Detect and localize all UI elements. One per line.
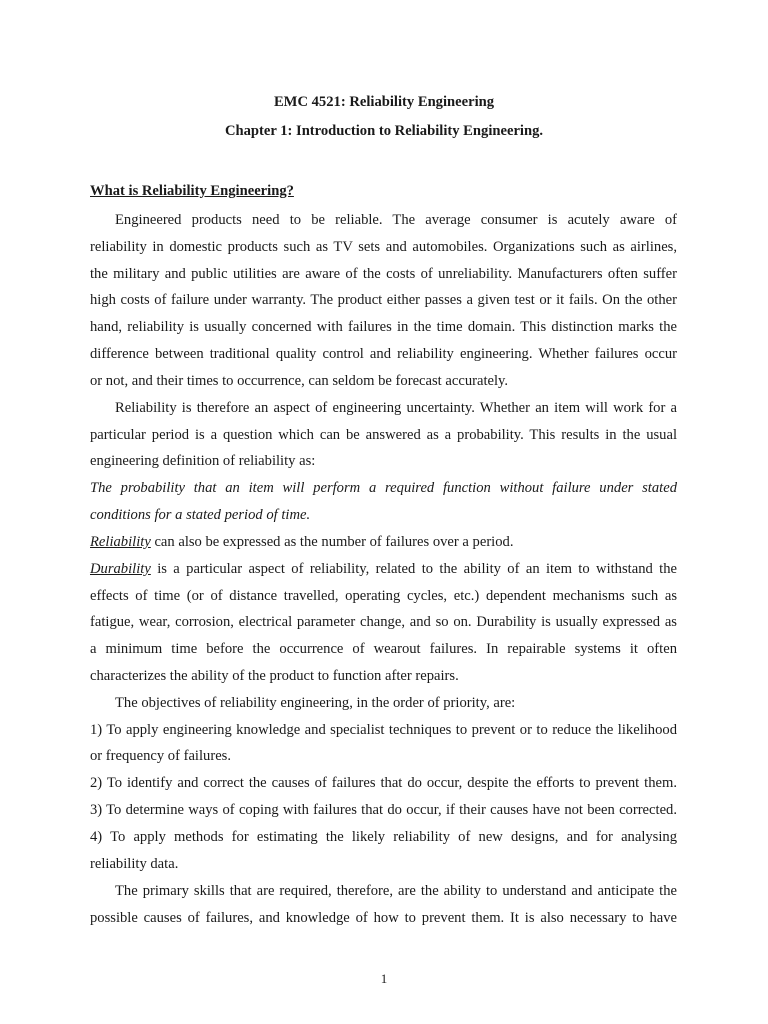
- paragraph-line: [90, 533, 513, 551]
- list-item: 1) To apply engineering knowledge and specialist techniques to prevent or to reduce the likelihood: [90, 722, 677, 738]
- paragraph-line: The primary skills that are required, therefore, are the ability to understand and anticipate the: [115, 883, 677, 899]
- paragraph-line: Reliability is therefore an aspect of engineering uncertainty. Whether an item will work for a: [115, 400, 677, 416]
- paragraph-line: high costs of failure under warranty. The product either passes a given test or it fails. On the other: [90, 292, 677, 308]
- term-durability: Durability: [90, 561, 151, 577]
- list-item: reliability data.: [90, 856, 179, 872]
- term-reliability: Reliability: [90, 534, 151, 550]
- page-number: 1: [380, 971, 388, 986]
- list-item: 3) To determine ways of coping with failures that do occur, if their causes have not been corrected.: [90, 802, 677, 818]
- chapter-title: Chapter 1: Introduction to Reliability Engineering.: [224, 123, 544, 139]
- paragraph-line: characterizes the ability of the product to function after repairs.: [90, 668, 459, 684]
- list-item: 2) To identify and correct the causes of failures that do occur, despite the efforts to prevent them.: [90, 775, 677, 791]
- paragraph-line: possible causes of failures, and knowledge of how to prevent them. It is also necessary to have: [90, 910, 677, 926]
- paragraph-line: The objectives of reliability engineering, in the order of priority, are:: [115, 695, 516, 711]
- definition-line: The probability that an item will perform a required function without failure under stated: [90, 480, 677, 496]
- paragraph-line: [90, 560, 677, 578]
- paragraph-line: Engineered products need to be reliable. The average consumer is acutely aware of: [115, 212, 677, 228]
- section-heading: What is Reliability Engineering?: [90, 183, 294, 199]
- paragraph-line: hand, reliability is usually concerned with failures in the time domain. This distinction marks the: [90, 319, 677, 335]
- paragraph-line: reliability in domestic products such as TV sets and automobiles. Organizations such as airlines,: [90, 239, 677, 255]
- paragraph-line: or not, and their times to occurrence, can seldom be forecast accurately.: [90, 373, 509, 389]
- course-title: EMC 4521: Reliability Engineering: [273, 94, 495, 110]
- paragraph-line: difference between traditional quality control and reliability engineering. Whether failures occur: [90, 346, 677, 362]
- definition-line: conditions for a stated period of time.: [90, 507, 311, 523]
- paragraph-line: particular period is a question which can be answered as a probability. This results in the usual: [90, 427, 677, 443]
- paragraph-text: can also be expressed as the number of failures over a period.: [150, 534, 514, 550]
- paragraph-line: engineering definition of reliability as:: [90, 453, 316, 469]
- paragraph-line: fatigue, wear, corrosion, electrical parameter change, and so on. Durability is usually expressed as: [90, 614, 677, 630]
- paragraph-line: effects of time (or of distance travelled, operating cycles, etc.) dependent mechanisms such as: [90, 588, 677, 604]
- paragraph-line: the military and public utilities are aware of the costs of unreliability. Manufacturers often suffer: [90, 266, 677, 282]
- list-item: or frequency of failures.: [90, 748, 232, 764]
- paragraph-line: a minimum time before the occurrence of wearout failures. In repairable systems it often: [90, 641, 677, 657]
- list-item: 4) To apply methods for estimating the likely reliability of new designs, and for analysing: [90, 829, 677, 845]
- paragraph-text: is a particular aspect of reliability, related to the ability of an item to withstand the: [150, 561, 677, 577]
